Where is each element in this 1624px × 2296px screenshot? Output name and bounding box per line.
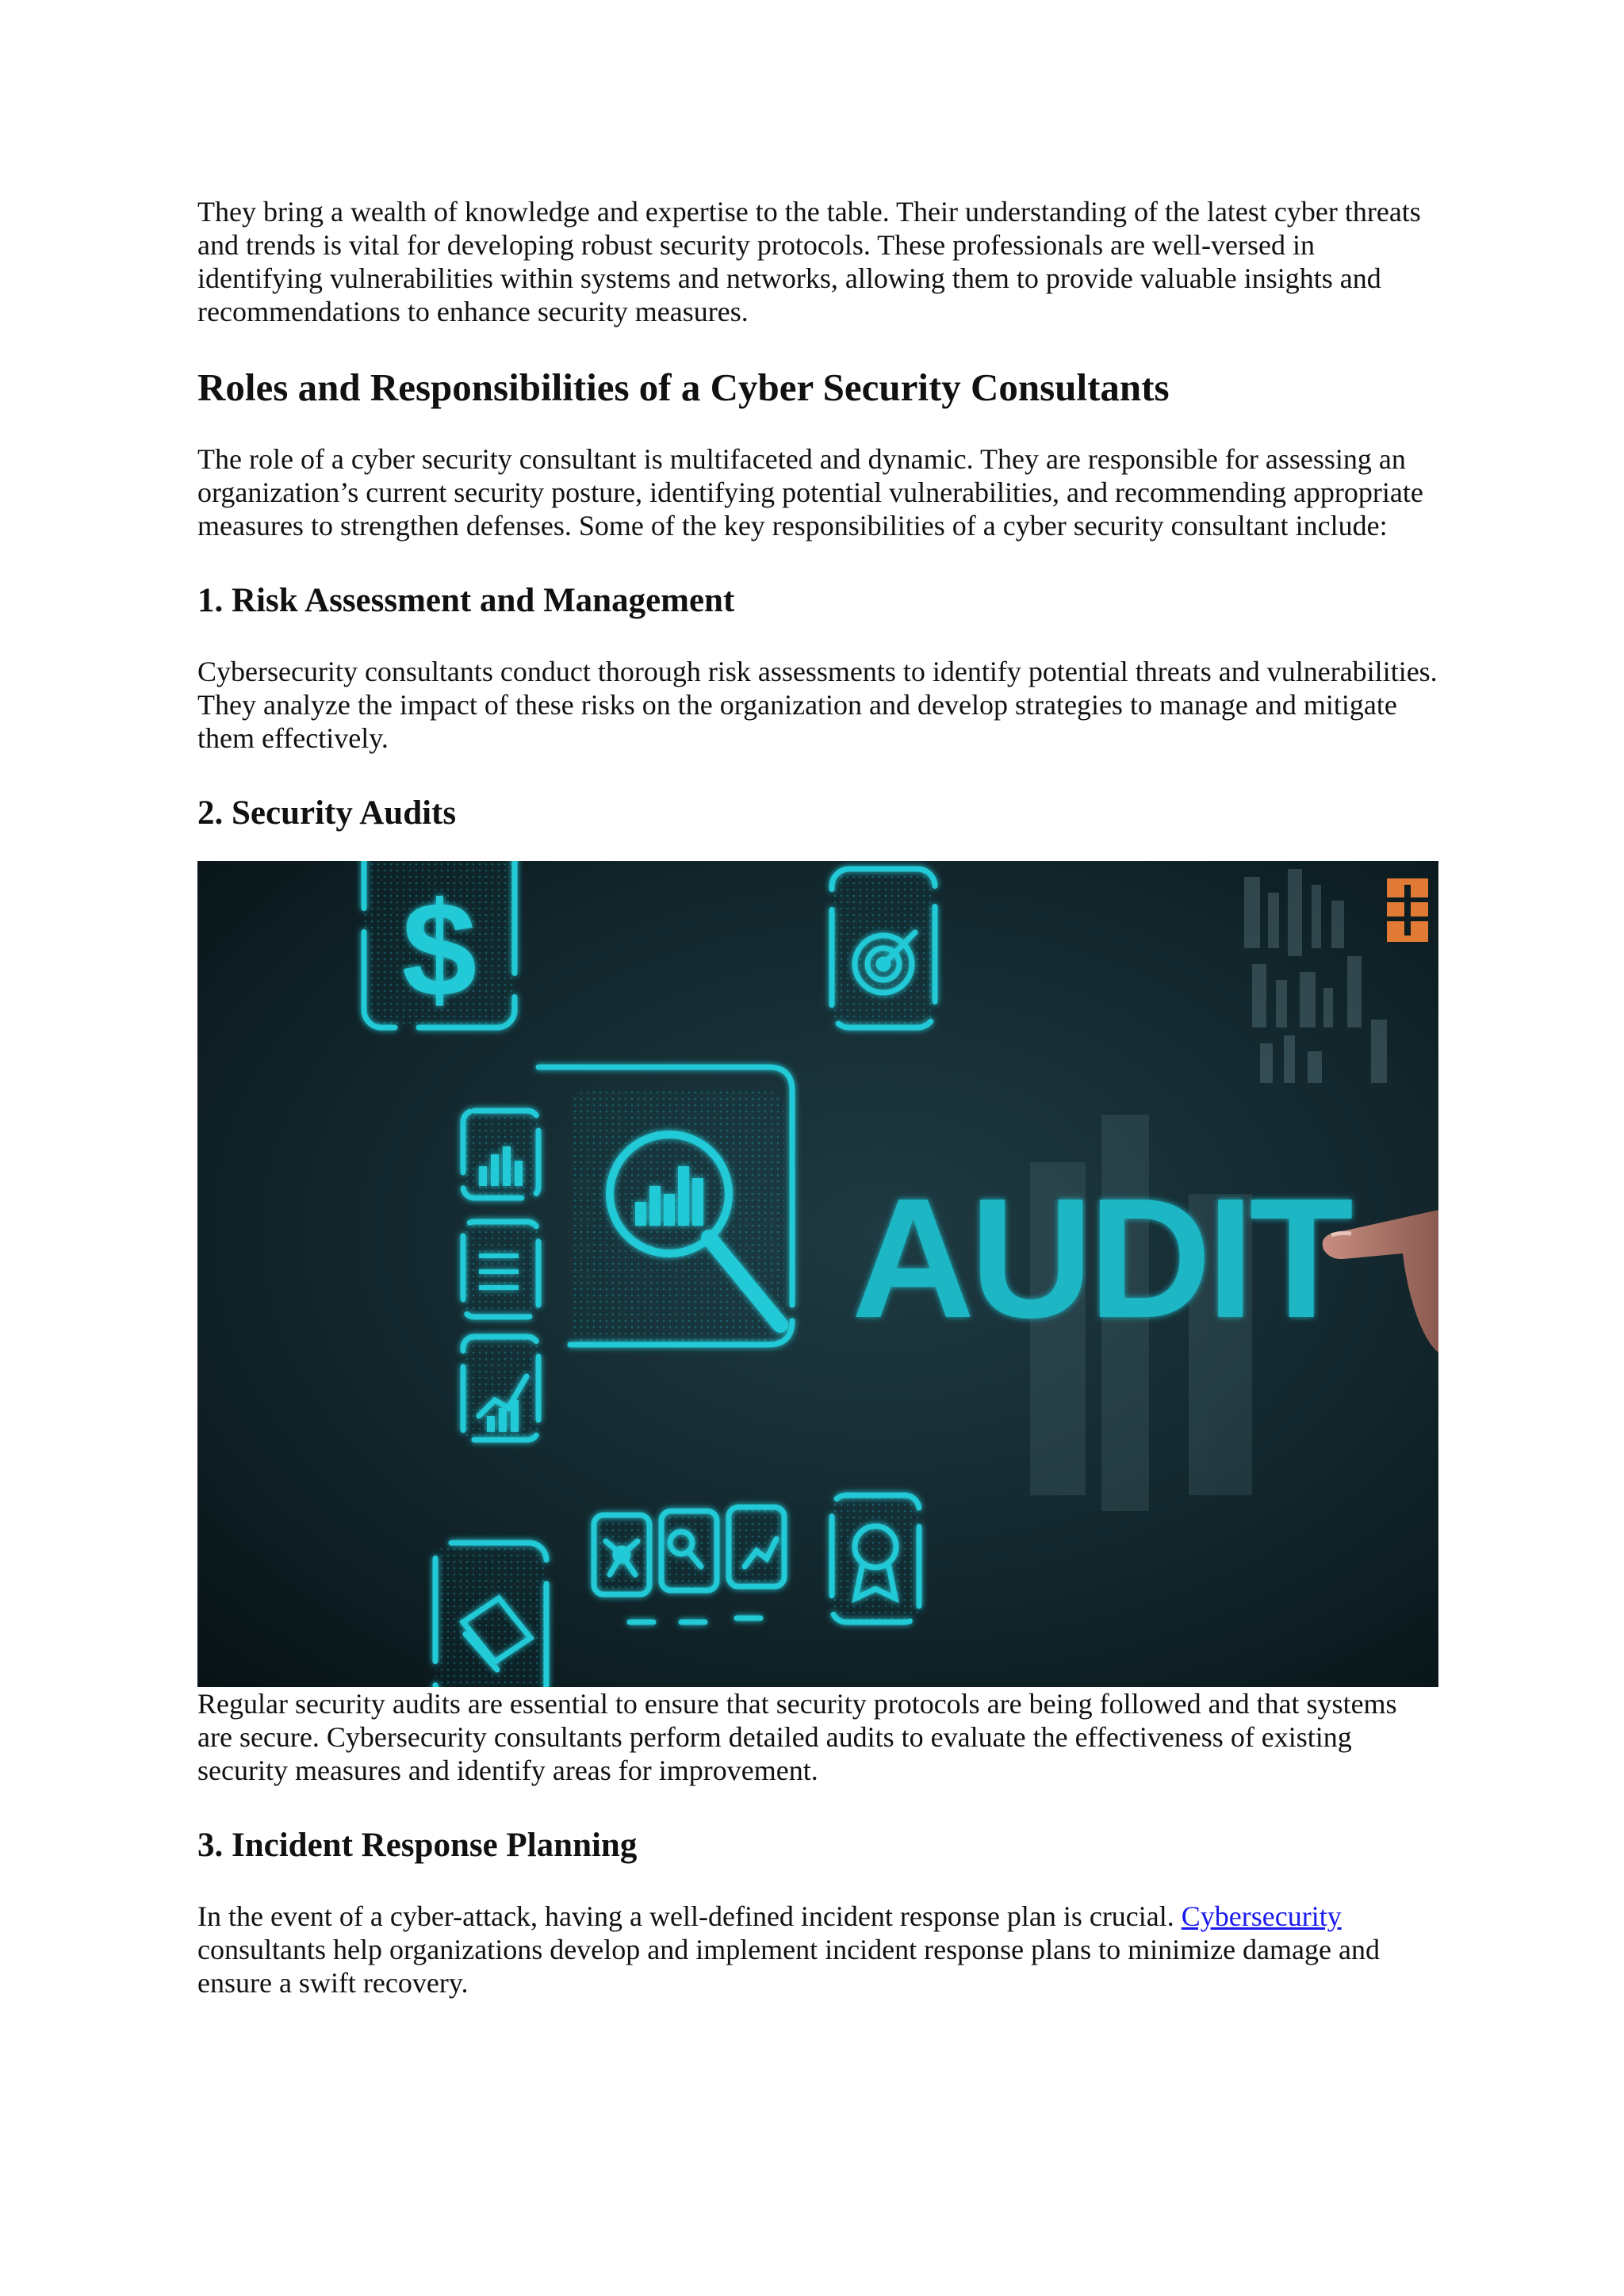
main-heading: Roles and Responsibilities of a Cyber Security Consultants [197, 365, 1170, 409]
brand-logo [1387, 878, 1428, 942]
audit-paragraph: Regular security audits are essential to ensure that security protocols are being followed and that systems are secure. Cybersecurity consultants perform detailed audits to evaluate the effectiveness of existing security measures and identify areas for improvement. [197, 1688, 1397, 1786]
section-heading-incident: 3. Incident Response Planning [197, 1827, 638, 1864]
article-content [197, 195, 1438, 1999]
incident-text-before-link: In the event of a cyber-attack, having a well-defined incident response plan is crucial. [197, 1900, 1182, 1932]
section-heading-audits: 2. Security Audits [197, 794, 457, 832]
risk-paragraph: Cybersecurity consultants conduct thorough risk assessments to identify potential threats and vulnerabilities. They analyze the impact of these risks on the organization and develop strategies to manage and mitigate them effectively. [197, 656, 1438, 754]
section-heading-risk: 1. Risk Assessment and Management [197, 582, 735, 619]
intro-paragraph: They bring a wealth of knowledge and expertise to the table. Their understanding of the latest cyber threats and trends is vital for developing robust security protocols. These professionals are well-versed in identifying vulnerabilities within systems and networks, allowing them to provide valuable insights and recommendations to enhance security measures. [197, 196, 1421, 327]
audit-image [197, 861, 1438, 1687]
audit-image-text: AUDIT [852, 1162, 1349, 1353]
dollar-icon: $ [401, 874, 477, 1025]
incident-text-after-link: consultants help organizations develop and implement incident response plans to minimize damage and ensure a swift recovery. [197, 1934, 1380, 1999]
cybersecurity-link[interactable]: Cybersecurity [1181, 1900, 1342, 1932]
roles-paragraph: The role of a cyber security consultant is multifaceted and dynamic. They are responsible for assessing an organization’s current security posture, identifying potential vulnerabilities, and recommending appropriate measures to strengthen defenses. Some of the key responsibilities of a cyber security consultant include: [197, 443, 1423, 541]
incident-paragraph [197, 1900, 1438, 1999]
